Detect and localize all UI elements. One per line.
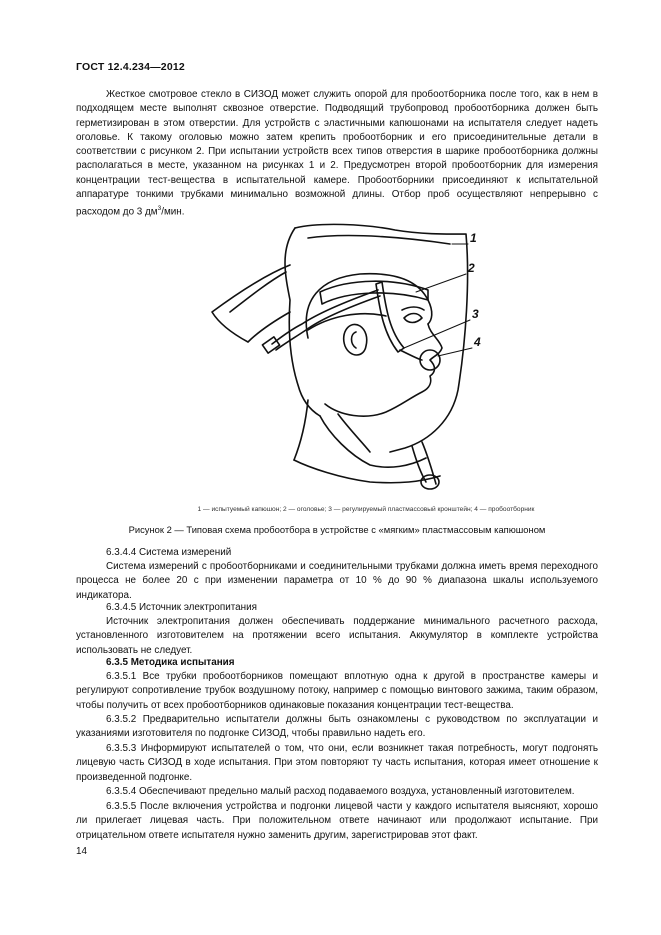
section-6.3.4.5-body: Источник электропитания должен обеспечивать поддержание минимального расчетного расхода, установленного изготовителем на протяжении всего испытания. Аккумулятор в комплекте устройства использовать не следует. [76,616,598,656]
sample-tube [272,290,378,344]
section-6.3.4.5: 6.3.4.5 Источник электропитания [106,602,257,613]
label-4: 4 [474,335,481,349]
section-6.3.4.4: 6.3.4.4 Система измерений [106,547,232,558]
figure-caption: Рисунок 2 — Типовая схема пробоотбора в устройстве с «мягким» пластмассовым капюшоном [128,524,546,535]
intro-paragraph [76,88,598,220]
forehead [428,300,432,324]
intro-superscript: 3 [157,205,162,213]
drawstring-knot [421,475,439,489]
leader-2 [416,274,466,292]
label-3: 3 [472,307,479,321]
section-6.3.5: 6.3.5 Методика испытания [106,657,235,668]
eyebrow [402,307,424,310]
figure-2-illustration [190,220,490,510]
hood-back [285,228,320,416]
section-6.3.5.5: 6.3.5.5 После включения устройства и подгонки лицевой части у каждого испытателя выясняют, хорошо ли прилегает лицевая часть. При положительном ответе начинают или продолжают испытание. При отрицательном ответе испытателя нужно заменить другим, зарегистрировав этот факт. [76,801,598,841]
section-6.3.5.1: 6.3.5.1 Все трубки пробоотборников помещают вплотную одна к другой в пространстве камеры и регулируют сопротивление трубок воздушному потоку, например с помощью винтового зажима, таким образом, чтобы получить от всех пробоотборников одинаковые показания концентрации тест-вещества. [76,671,598,711]
headband [320,281,428,304]
sampler-tube [400,350,422,360]
figure-legend: 1 — испытуемый капюшон; 2 — оголовье; 3 — регулируемый пластмассовый кронштейн; 4 — пробоотборник [197,506,535,513]
section-6.3.4.4-body: Система измерений с пробоотборниками и соединительными трубками должна иметь время переходного процесса не более 20 с при изменении параметра от 10 % до 90 % диапазона шкалы используемого индикатора. [76,561,598,601]
page-number: 14 [76,846,87,857]
intro-text: Жесткое смотровое стекло в СИЗОД может служить опорой для пробоотборника после того, как в нем в подходящем месте выполнят сквозное отверстие. Подводящий трубопровод пробоотборника должен быть герметизирован в этом отверстии. Для устройств с эластичными капюшонами на испытателя следует надеть оголовье. К такому оголовью можно затем крепить пробоотборник и его присоединительные детали в соответствии с рисунком 2. При испытании устройств всех типов отверстия в шарике пробоотборника должны располагаться в месте, указанном на рисунках 1 и 2. Предусмотрен второй пробоотборник для измерения концентрации тест-вещества в испытательной камере. Пробоотборники присоединяют к испытательной аппаратуре тонкими трубками минимально возможной длины. Отбор проб осуществляют непрерывно с расходом до 3 дм [76,89,598,218]
leader-3 [404,320,470,348]
section-6.3.5.4: 6.3.5.4 Обеспечивают предельно малый расход подаваемого воздуха, установленный изготовителем. [106,786,575,797]
neck-back [294,400,308,460]
collar [320,416,426,467]
label-2: 2 [468,261,475,275]
ear-inner [352,332,357,348]
intro-unit: /мин. [161,206,185,218]
face-profile [325,324,442,416]
head-back [306,274,428,338]
label-1: 1 [470,231,477,245]
hood-flap-inner [230,272,286,312]
sample-tube-2 [276,296,380,350]
document-header: ГОСТ 12.4.234—2012 [76,61,185,73]
leader-4 [438,348,472,356]
section-6.3.5.3: 6.3.5.3 Информируют испытателей о том, что они, если возникнет такая потребность, могут подгонять лицевую часть СИЗОД в ходе испытания. При этом повторяют ту часть испытания, которая имеет отношение к произведенной подгонке. [76,743,598,783]
hood-inner-line [308,236,450,244]
section-6.3.5.2: 6.3.5.2 Предварительно испытатели должны быть ознакомлены с руководством по эксплуатации и указаниями изготовителя по подгонке СИЗОД, чтобы правильно надеть его. [76,714,598,740]
ear [344,324,367,355]
eye [404,314,422,323]
